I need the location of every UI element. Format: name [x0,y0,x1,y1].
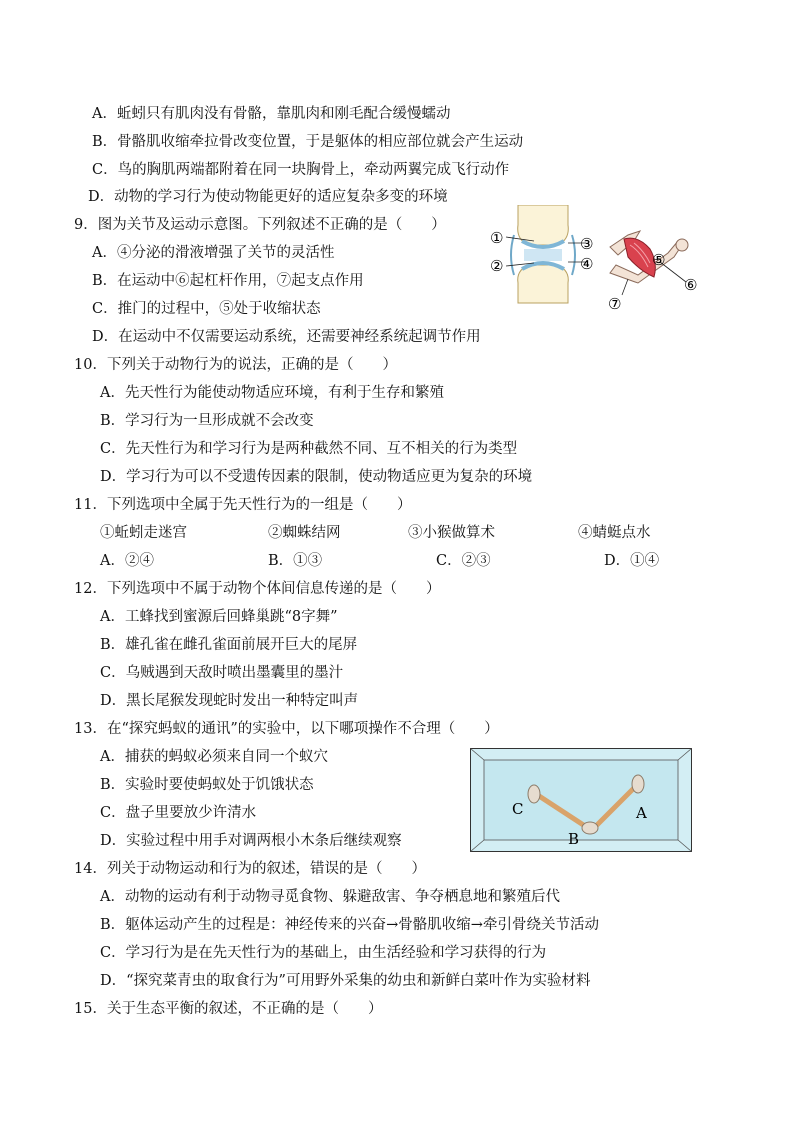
question-14-stem: 14．列关于动物运动和行为的叙述，错误的是（ ） [74,861,426,877]
option-line: A．动物的运动有利于动物寻觅食物、躲避敌害、争夺栖息地和繁殖后代 [100,889,560,905]
label-2: ② [490,257,504,275]
option-line: A．先天性行为能使动物适应环境，有利于生存和繁殖 [100,385,444,401]
option: D．①④ [604,553,660,569]
option-line: B．在运动中⑥起杠杆作用，⑦起支点作用 [92,273,364,289]
joint-movement-figure [488,205,704,317]
ant-tray-figure [470,748,692,852]
option-line: B．实验时要使蚂蚁处于饥饿状态 [100,777,314,793]
option-line: A．工蜂找到蜜源后回蜂巢跳“8字舞” [100,609,338,625]
option-line: D．实验过程中用手对调两根小木条后继续观察 [100,833,402,849]
option-line: C．鸟的胸肌两端都附着在同一块胸骨上，牵动两翼完成飞行动作 [92,162,510,178]
label-5: ⑤ [652,251,666,269]
option-line: C．乌贼遇到天敌时喷出墨囊里的墨汁 [100,665,344,681]
option-line: D．动物的学习行为使动物能更好的适应复杂多变的环境 [88,189,448,205]
option-line: A．捕获的蚂蚁必须来自同一个蚁穴 [100,749,328,765]
option-line: B．学习行为一旦形成就不会改变 [100,413,314,429]
question-15-stem: 15．关于生态平衡的叙述，不正确的是（ ） [74,1001,383,1017]
item: ①蚯蚓走迷宫 [100,525,187,541]
option-line: D．在运动中不仅需要运动系统，还需要神经系统起调节作用 [92,329,481,345]
label-1: ① [490,229,504,247]
question-10-stem: 10．下列关于动物行为的说法，正确的是（ ） [74,357,397,373]
option-line: D．黑长尾猴发现蛇时发出一种特定叫声 [100,693,359,709]
label-7: ⑦ [608,295,622,313]
option: B．①③ [268,553,323,569]
option-line: C．盘子里要放少许清水 [100,805,257,821]
item: ③小猴做算术 [408,525,495,541]
option-line: C．学习行为是在先天性行为的基础上，由生活经验和学习获得的行为 [100,945,547,961]
option-line: C．推门的过程中，⑤处于收缩状态 [92,301,321,317]
item: ②蜘蛛结网 [268,525,341,541]
question-12-stem: 12．下列选项中不属于动物个体间信息传递的是（ ） [74,581,441,597]
label-6: ⑥ [684,276,698,294]
question-11-stem: 11．下列选项中全属于先天性行为的一组是（ ） [74,497,412,513]
option-line: B．雄孔雀在雌孔雀面前展开巨大的尾屏 [100,637,358,653]
option-line: A．蚯蚓只有肌肉没有骨骼，靠肌肉和刚毛配合缓慢蠕动 [92,106,451,122]
option: A．②④ [100,553,154,569]
label-3: ③ [580,235,594,253]
option-line: D．学习行为可以不受遗传因素的限制，使动物适应更为复杂的环境 [100,469,533,485]
option-line: D．“探究菜青虫的取食行为”可用野外采集的幼虫和新鲜白菜叶作为实验材料 [100,973,591,989]
option-line: A．④分泌的滑液增强了关节的灵活性 [92,245,335,261]
option-line: B．躯体运动产生的过程是：神经传来的兴奋→骨骼肌收缩→牵引骨绕关节活动 [100,917,599,933]
option-line: C．先天性行为和学习行为是两种截然不同、互不相关的行为类型 [100,441,518,457]
label-4: ④ [580,255,594,273]
item: ④蜻蜓点水 [578,525,651,541]
question-9-stem: 9．图为关节及运动示意图。下列叙述不正确的是（ ） [74,217,446,233]
label-b: B [568,830,580,848]
option: C．②③ [436,553,491,569]
option-line: B．骨骼肌收缩牵拉骨改变位置，于是躯体的相应部位就会产生运动 [92,134,524,150]
label-a: A [636,804,647,822]
question-13-stem: 13．在“探究蚂蚁的通讯”的实验中，以下哪项操作不合理（ ） [74,721,499,737]
label-c: C [512,800,524,818]
